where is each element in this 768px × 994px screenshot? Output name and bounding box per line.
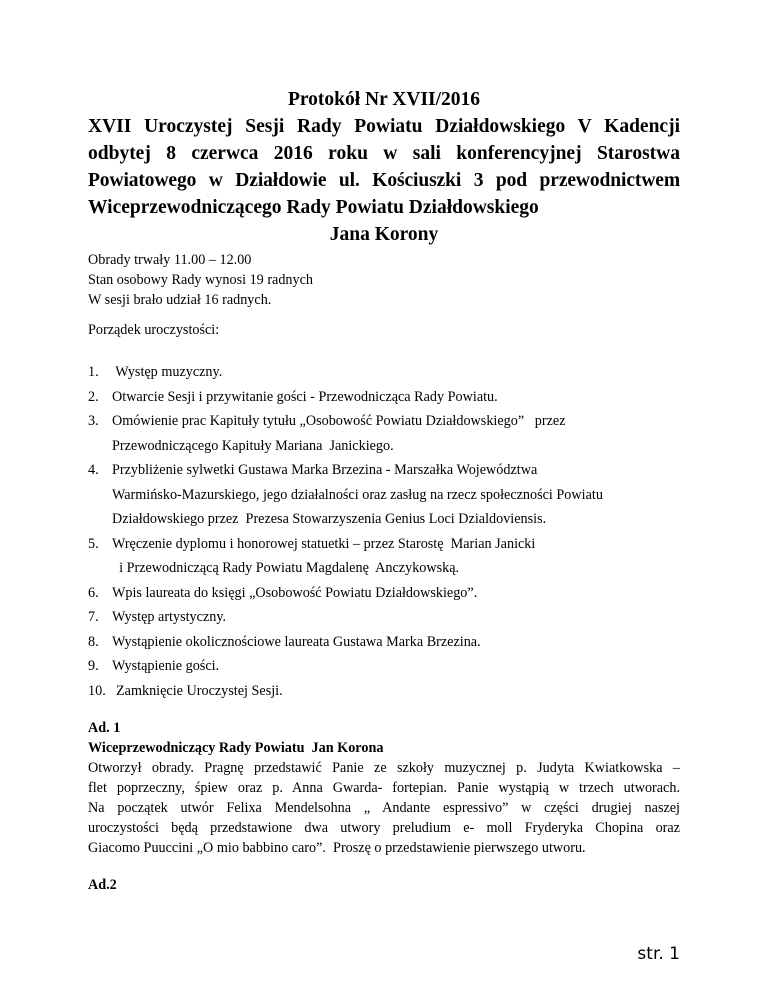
agenda-item-text: Wystąpienie gości. — [112, 658, 220, 674]
paragraph-line: Giacomo Puuccini „O mio babbino caro”. Proszę o przedstawienie pierwszego utworu. — [88, 840, 586, 856]
agenda-item-text: Wystąpienie okolicznościowe laureata Gustawa Marka Brzezina. — [112, 633, 481, 650]
paragraph-line: Otworzył obrady. Pragnę przedstawić Panie ze szkoły muzycznej p. Judyta Kwiatkowska – — [88, 760, 680, 776]
agenda-item — [88, 385, 688, 410]
agenda-item-text: Przybliżenie sylwetki Gustawa Marka Brzezina - Marszałka Województwa — [112, 462, 538, 478]
agenda-item-number: 9. — [88, 658, 99, 674]
agenda-item-text: Wpis laureata do księgi „Osobowość Powiatu Działdowskiego”. — [112, 584, 478, 601]
paragraph-line: uroczystości będą przedstawione dwa utwory preludium e- moll Fryderyka Chopina oraz — [88, 820, 680, 836]
title-line: odbytej 8 czerwca 2016 roku w sali konferencyjnej Starostwa — [88, 143, 680, 164]
agenda-item-text: Występ muzyczny. — [112, 364, 223, 380]
section-ad-1 — [88, 718, 680, 858]
section-heading: Ad. 1 — [88, 720, 121, 736]
agenda-item — [88, 458, 688, 532]
agenda-item-number: 2. — [88, 388, 99, 405]
agenda-item-text: i Przewodniczącą Rady Powiatu Magdalenę Anczykowską. — [112, 560, 460, 576]
title-line: XVII Uroczystej Sesji Rady Powiatu Działdowskiego V Kadencji — [88, 116, 680, 137]
agenda-item — [88, 581, 688, 606]
speaker-name: Wiceprzewodniczący Rady Powiatu Jan Korona — [88, 740, 384, 756]
section-ad-2-heading: Ad.2 — [88, 877, 117, 893]
title-line: Powiatowego w Działdowie ul. Kościuszki 3 pod przewodnictwem — [88, 170, 680, 191]
agenda-item-number: 10. — [88, 682, 106, 699]
agenda-item-number: 7. — [88, 609, 99, 625]
agenda-list — [88, 360, 688, 703]
agenda-item-number: 4. — [88, 462, 99, 478]
agenda-item — [88, 409, 688, 458]
agenda-item — [88, 360, 688, 385]
council-members: Stan osobowy Rady wynosi 19 radnych — [88, 272, 314, 288]
agenda-heading: Porządek uroczystości: — [88, 322, 220, 338]
agenda-item-number: 3. — [88, 413, 99, 429]
agenda-item — [88, 605, 688, 630]
agenda-item-text: Warmińsko-Mazurskiego, jego działalności oraz zasług na rzecz społeczności Powiatu — [112, 486, 603, 503]
document-title — [88, 86, 680, 248]
session-info — [88, 250, 313, 310]
agenda-item-number: 1. — [88, 364, 99, 380]
paragraph-line: flet poprzeczny, śpiew oraz p. Anna Gwarda- fortepian. Panie wystąpią w trzech utworach. — [88, 780, 680, 796]
agenda-item — [88, 654, 688, 679]
session-duration: Obrady trwały 11.00 – 12.00 — [88, 252, 252, 268]
agenda-item-number: 8. — [88, 633, 99, 650]
agenda-item-number: 5. — [88, 535, 99, 552]
agenda-item-text: Przewodniczącego Kapituły Mariana Janickiego. — [112, 437, 394, 454]
attendance: W sesji brało udział 16 radnych. — [88, 292, 272, 308]
agenda-item-text: Zamknięcie Uroczystej Sesji. — [116, 682, 283, 699]
protocol-number: Protokół Nr XVII/2016 — [287, 89, 481, 110]
agenda-item-text: Omówienie prac Kapituły tytułu „Osobowość Powiatu Działdowskiego” przez — [112, 413, 566, 429]
agenda-item — [88, 679, 688, 704]
agenda-item-number: 6. — [88, 584, 99, 601]
agenda-item-text: Działdowskiego przez Prezesa Stowarzyszenia Genius Loci Dzialdoviensis. — [112, 511, 547, 527]
agenda-item — [88, 532, 688, 581]
agenda-item-text: Wręczenie dyplomu i honorowej statuetki – przez Starostę Marian Janicki — [112, 535, 536, 552]
paragraph-line: Na początek utwór Felixa Mendelsohna „ Andante espressivo” w części drugiej naszej — [88, 800, 680, 816]
agenda-item — [88, 630, 688, 655]
chairman-name: Jana Korony — [329, 224, 439, 245]
title-line: Wiceprzewodniczącego Rady Powiatu Działdowskiego — [88, 197, 539, 218]
agenda-item-text: Występ artystyczny. — [112, 609, 227, 625]
agenda-item-text: Otwarcie Sesji i przywitanie gości - Przewodnicząca Rady Powiatu. — [112, 388, 498, 405]
page-number: str. 1 — [637, 944, 680, 964]
